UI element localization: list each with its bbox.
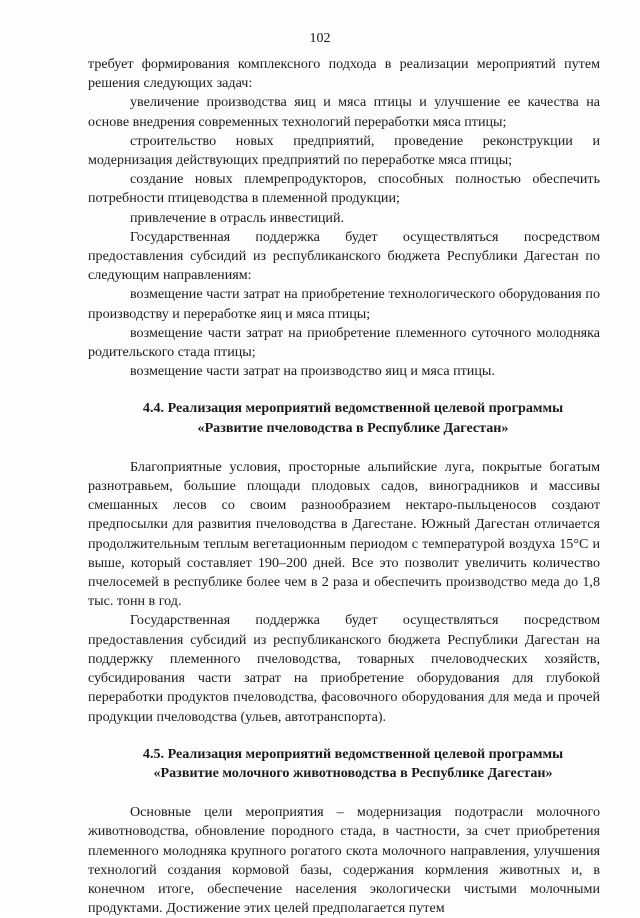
list-item: возмещение части затрат на приобретение технологического оборудования по производству и переработке яиц и мяса птицы; xyxy=(88,286,600,322)
paragraph: Основные цели мероприятия – модернизация подотрасли молочного животноводства, обновление породного стада, в частности, за счет приобретения племенного молодняка крупного рогатого скота молочного направления, улучшения технологий создания кормовой базы, содержания кормления животных и, в конечном итоге, обеспечение населения экологически чистыми молочными продуктами. Достижение этих целей предполагается путем xyxy=(88,804,600,917)
section-heading-4-5 xyxy=(88,745,600,783)
section-heading-4-4 xyxy=(88,399,600,437)
paragraph: Государственная поддержка будет осуществляться посредством предоставления субсидий из республиканского бюджета Республики Дагестан на поддержку племенного пчеловодства, товарных пчеловодческих хозяйств, субсидирования части затрат на приобретение оборудования для глубокой переработки продуктов пчеловодства, фасовочного оборудования для меда и прочей продукции пчеловодства (ульев, автотранспорта). xyxy=(88,612,600,725)
section-heading-line: «Развитие молочного животноводства в Республике Дагестан» xyxy=(153,764,553,781)
list-item: увеличение производства яиц и мяса птицы и улучшение ее качества на основе внедрения современных технологий переработки мяса птицы; xyxy=(88,94,600,130)
paragraph: требует формирования комплексного подхода в реализации мероприятий путем решения следующих задач: xyxy=(88,56,600,92)
paragraph: Благоприятные условия, просторные альпийские луга, покрытые богатым разнотравьем, большие площади плодовых садов, виноградников и массивы смешанных лесов со своим разнообразием нектаро-пыльценосов создают предпосылки для развития пчеловодства в Дагестане. Южный Дагестан отличается продолжительным теплым вегетационным периодом с температурой воздуха 15°С и выше, который составляет 190–200 дней. Все это позволит увеличить количество пчелосемей в республике более чем в 2 раза и обеспечить производство меда до 1,8 тыс. тонн в год. xyxy=(88,458,600,610)
page-number: 102 xyxy=(309,31,331,46)
list-item: возмещение части затрат на производство яиц и мяса птицы. xyxy=(130,363,495,380)
section-heading-line: 4.4. Реализация мероприятий ведомственной целевой программы xyxy=(142,400,564,417)
list-item: создание новых племрепродукторов, способных полностью обеспечить потребности птицеводства в племенной продукции; xyxy=(88,171,600,207)
section-heading-line: «Развитие пчеловодства в Республике Дагестан» xyxy=(197,419,509,436)
list-item: возмещение части затрат на приобретение племенного суточного молодняка родительского стада птицы; xyxy=(88,324,600,361)
list-item: привлечение в отрасль инвестиций. xyxy=(130,209,345,226)
section-heading-line: 4.5. Реализация мероприятий ведомственной целевой программы xyxy=(142,745,564,762)
list-item: строительство новых предприятий, проведение реконструкции и модернизация действующих предприятий по переработке мяса птицы; xyxy=(88,132,600,169)
document-body xyxy=(88,55,600,918)
paragraph: Государственная поддержка будет осуществляться посредством предоставления субсидий из республиканского бюджета Республики Дагестан по следующим направлениям: xyxy=(88,228,600,284)
